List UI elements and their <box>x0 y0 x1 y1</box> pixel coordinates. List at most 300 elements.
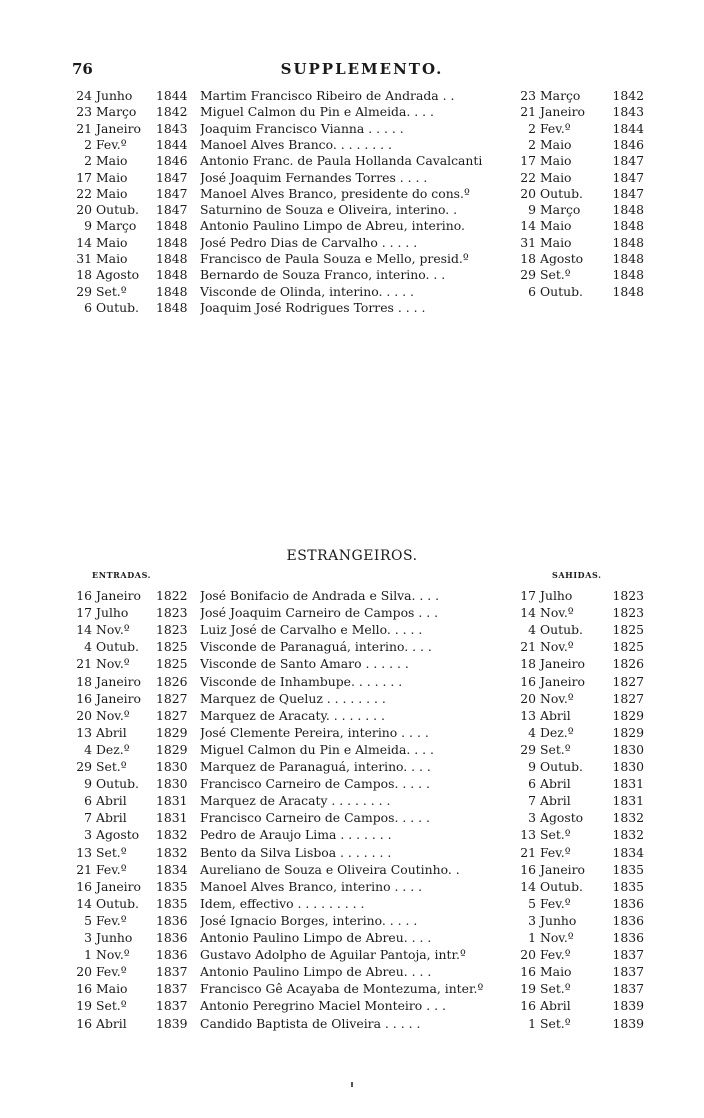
exit-day: 16 <box>520 861 536 877</box>
exit-month: Abril <box>540 776 571 792</box>
page-title: SUPPLEMENTO. <box>280 60 444 78</box>
table-row <box>74 879 654 895</box>
entry-month: Fev.º <box>96 912 127 928</box>
minister-name: Gustavo Adolpho de Aguilar Pantoja, intr.º <box>200 947 466 963</box>
exit-day: 14 <box>520 218 536 234</box>
exit-year: 1842 <box>612 88 644 103</box>
entry-month: Nov.º <box>96 707 130 723</box>
minister-name: Visconde de Paranaguá, interino. . . . <box>200 639 432 655</box>
table-row <box>74 137 654 153</box>
minister-name: Antonio Paulino Limpo de Abreu. . . . <box>200 964 432 980</box>
entry-month: Abril <box>96 810 127 826</box>
exit-day: 21 <box>520 104 536 120</box>
entry-year: 1836 <box>156 912 188 928</box>
entradas-label: ENTRADAS. <box>92 570 152 580</box>
entry-year: 1848 <box>156 251 188 266</box>
exit-day: 5 <box>528 895 536 911</box>
table-row <box>74 170 654 186</box>
exit-day: 3 <box>528 912 536 928</box>
table-row <box>74 186 654 202</box>
entry-day: 13 <box>76 724 92 740</box>
table-row <box>74 930 654 946</box>
exit-month: Janeiro <box>540 104 586 120</box>
table-row <box>74 251 654 267</box>
entry-month: Março <box>96 104 137 120</box>
entry-year: 1826 <box>156 673 188 689</box>
exit-year: 1829 <box>612 724 644 740</box>
exit-year: 1835 <box>612 878 644 894</box>
table-row <box>74 896 654 912</box>
entry-month: Junho <box>96 930 133 945</box>
page-header <box>72 60 652 80</box>
minister-name: Antonio Paulino Limpo de Abreu, interino. <box>200 218 465 234</box>
exit-year: 1830 <box>612 741 644 757</box>
entry-day: 2 <box>84 153 92 169</box>
minister-name: Aureliano de Souza e Oliveira Coutinho. . <box>200 861 460 877</box>
exit-month: Maio <box>540 964 572 980</box>
exit-year: 1837 <box>612 981 644 997</box>
minister-name: José Clemente Pereira, interino . . . . <box>200 724 429 740</box>
exit-day: 23 <box>520 88 536 103</box>
exit-month: Outub. <box>540 185 583 201</box>
table-row <box>74 845 654 861</box>
entry-month: Maio <box>96 981 128 997</box>
entry-day: 14 <box>76 234 92 250</box>
entry-month: Set.º <box>96 283 127 299</box>
entry-day: 23 <box>76 104 92 120</box>
entry-month: Janeiro <box>96 120 142 136</box>
exit-day: 9 <box>528 759 536 774</box>
entry-day: 14 <box>76 622 92 638</box>
entry-year: 1829 <box>156 724 188 740</box>
exit-day: 6 <box>528 283 536 299</box>
exit-month: Nov.º <box>540 605 574 621</box>
exit-year: 1825 <box>612 622 644 638</box>
minister-name: José Joaquim Fernandes Torres . . . . <box>200 169 428 185</box>
exit-day: 17 <box>520 153 536 169</box>
minister-name: Luiz José de Carvalho e Mello. . . . . <box>200 622 423 638</box>
exit-month: Nov.º <box>540 639 574 655</box>
entry-month: Julho <box>96 605 129 621</box>
entry-day: 14 <box>76 895 92 911</box>
table-row <box>74 691 654 707</box>
exit-month: Janeiro <box>540 673 586 689</box>
exit-year: 1844 <box>612 120 644 136</box>
entry-month: Janeiro <box>96 878 142 894</box>
table-row <box>74 981 654 997</box>
entry-year: 1832 <box>156 827 188 843</box>
minister-name: Visconde de Olinda, interino. . . . . <box>200 283 414 299</box>
entry-year: 1835 <box>156 878 188 894</box>
minister-name: Francisco Gê Acayaba de Montezuma, inter.º <box>200 981 484 997</box>
entry-year: 1847 <box>156 185 188 201</box>
exit-year: 1831 <box>612 776 644 792</box>
minister-name: José Ignacio Borges, interino. . . . . <box>200 912 418 928</box>
exit-month: Nov.º <box>540 930 574 945</box>
entry-year: 1825 <box>156 639 188 655</box>
entry-year: 1848 <box>156 218 188 234</box>
exit-year: 1847 <box>612 185 644 201</box>
entry-month: Set.º <box>96 844 127 860</box>
entry-year: 1837 <box>156 964 188 980</box>
entry-month: Outub. <box>96 202 139 218</box>
exit-year: 1827 <box>612 673 644 689</box>
table-row <box>74 267 654 283</box>
table-row <box>74 776 654 792</box>
exit-month: Julho <box>540 588 573 603</box>
table-row <box>74 964 654 980</box>
exit-day: 16 <box>520 673 536 689</box>
saidas-label: SAHIDAS. <box>552 570 602 580</box>
entry-day: 16 <box>76 690 92 706</box>
minister-name: Manoel Alves Branco, presidente do cons.º <box>200 185 470 201</box>
exit-year: 1848 <box>612 234 644 250</box>
entry-year: 1832 <box>156 844 188 860</box>
exit-year: 1834 <box>612 844 644 860</box>
exit-year: 1839 <box>612 998 644 1014</box>
exit-month: Abril <box>540 707 571 723</box>
exit-day: 18 <box>520 656 536 672</box>
entry-day: 20 <box>76 707 92 723</box>
exit-month: Set.º <box>540 981 571 997</box>
exit-month: Maio <box>540 153 572 169</box>
minister-name: José Bonifacio de Andrada e Silva. . . . <box>200 588 440 603</box>
entry-year: 1843 <box>156 120 188 136</box>
exit-day: 20 <box>520 947 536 963</box>
exit-year: 1831 <box>612 793 644 809</box>
entry-year: 1839 <box>156 1015 188 1031</box>
minister-name: José Pedro Dias de Carvalho . . . . . <box>200 234 418 250</box>
entry-day: 29 <box>76 759 92 774</box>
entry-day: 18 <box>76 673 92 689</box>
entry-day: 2 <box>84 136 92 152</box>
entry-year: 1836 <box>156 947 188 963</box>
exit-year: 1832 <box>612 827 644 843</box>
entry-month: Janeiro <box>96 673 142 689</box>
entry-year: 1827 <box>156 690 188 706</box>
exit-day: 14 <box>520 605 536 621</box>
exit-year: 1839 <box>612 1015 644 1031</box>
exit-day: 4 <box>528 724 536 740</box>
exit-month: Março <box>540 202 581 218</box>
exit-day: 2 <box>528 120 536 136</box>
table-row <box>74 284 654 300</box>
exit-day: 29 <box>520 741 536 757</box>
exit-year: 1832 <box>612 810 644 826</box>
entry-month: Outub. <box>96 639 139 655</box>
exit-year: 1823 <box>612 588 644 603</box>
exit-year: 1826 <box>612 656 644 672</box>
exit-month: Outub. <box>540 622 583 638</box>
exit-month: Março <box>540 88 581 103</box>
entry-day: 16 <box>76 878 92 894</box>
exit-year: 1848 <box>612 267 644 283</box>
entry-day: 5 <box>84 912 92 928</box>
entry-day: 16 <box>76 1015 92 1031</box>
minister-name: Antonio Paulino Limpo de Abreu. . . . <box>200 930 432 945</box>
entry-day: 21 <box>76 120 92 136</box>
exit-year: 1837 <box>612 964 644 980</box>
entry-year: 1827 <box>156 707 188 723</box>
minister-name: Martim Francisco Ribeiro de Andrada . . <box>200 88 455 103</box>
exit-year: 1835 <box>612 861 644 877</box>
entry-month: Junho <box>96 88 133 103</box>
table-row <box>74 708 654 724</box>
entry-day: 4 <box>84 639 92 655</box>
entry-day: 24 <box>76 88 92 103</box>
exit-month: Maio <box>540 218 572 234</box>
exit-day: 2 <box>528 136 536 152</box>
entry-month: Outub. <box>96 895 139 911</box>
entry-month: Abril <box>96 793 127 809</box>
table-row <box>74 998 654 1014</box>
exit-day: 21 <box>520 639 536 655</box>
minister-name: Francisco de Paula Souza e Mello, presid.º <box>200 251 469 266</box>
minister-name: Bernardo de Souza Franco, interino. . . <box>200 267 446 283</box>
table-row <box>74 793 654 809</box>
entry-year: 1837 <box>156 998 188 1014</box>
exit-day: 19 <box>520 981 536 997</box>
exit-year: 1836 <box>612 930 644 945</box>
entry-day: 4 <box>84 741 92 757</box>
entry-year: 1823 <box>156 605 188 621</box>
exit-day: 16 <box>520 964 536 980</box>
exit-month: Abril <box>540 998 571 1014</box>
minister-name: Candido Baptista de Oliveira . . . . . <box>200 1015 421 1031</box>
entry-day: 21 <box>76 656 92 672</box>
entry-year: 1848 <box>156 283 188 299</box>
exit-month: Maio <box>540 136 572 152</box>
exit-month: Maio <box>540 234 572 250</box>
exit-year: 1825 <box>612 639 644 655</box>
table-row <box>74 827 654 843</box>
minister-name: José Joaquim Carneiro de Campos . . . <box>200 605 439 621</box>
minister-name: Manoel Alves Branco. . . . . . . . <box>200 136 392 152</box>
exit-month: Set.º <box>540 741 571 757</box>
exit-year: 1823 <box>612 605 644 621</box>
table-row <box>74 674 654 690</box>
entry-day: 16 <box>76 981 92 997</box>
exit-year: 1830 <box>612 759 644 774</box>
exit-month: Agosto <box>540 810 584 826</box>
exit-day: 20 <box>520 690 536 706</box>
table-row <box>74 88 654 104</box>
table-row <box>74 742 654 758</box>
exit-month: Janeiro <box>540 656 586 672</box>
minister-name: Pedro de Araujo Lima . . . . . . . <box>200 827 392 843</box>
table-row <box>74 759 654 775</box>
table-row <box>74 218 654 234</box>
entry-day: 21 <box>76 861 92 877</box>
entry-month: Abril <box>96 1015 127 1031</box>
entry-day: 9 <box>84 776 92 792</box>
entry-month: Março <box>96 218 137 234</box>
minister-name: Miguel Calmon du Pin e Almeida. . . . <box>200 741 434 757</box>
entry-year: 1830 <box>156 776 188 792</box>
exit-day: 13 <box>520 827 536 843</box>
exit-day: 22 <box>520 169 536 185</box>
entry-year: 1836 <box>156 930 188 945</box>
entry-month: Set.º <box>96 998 127 1014</box>
exit-month: Set.º <box>540 1015 571 1031</box>
exit-day: 31 <box>520 234 536 250</box>
exit-month: Fev.º <box>540 844 571 860</box>
exit-day: 20 <box>520 185 536 201</box>
entry-year: 1831 <box>156 810 188 826</box>
table-row <box>74 202 654 218</box>
exit-year: 1847 <box>612 169 644 185</box>
entry-day: 1 <box>84 947 92 963</box>
entry-year: 1847 <box>156 202 188 218</box>
exit-month: Janeiro <box>540 861 586 877</box>
exit-year: 1836 <box>612 912 644 928</box>
exit-month: Outub. <box>540 759 583 774</box>
entry-year: 1822 <box>156 588 188 603</box>
entry-year: 1834 <box>156 861 188 877</box>
table-row <box>74 300 654 316</box>
table-row <box>74 1016 654 1032</box>
entry-month: Nov.º <box>96 656 130 672</box>
entry-month: Maio <box>96 169 128 185</box>
entry-day: 18 <box>76 267 92 283</box>
entry-month: Maio <box>96 185 128 201</box>
entry-year: 1844 <box>156 88 188 103</box>
exit-month: Nov.º <box>540 690 574 706</box>
exit-year: 1829 <box>612 707 644 723</box>
entry-month: Fev.º <box>96 136 127 152</box>
entry-month: Agosto <box>96 827 140 843</box>
entry-day: 31 <box>76 251 92 266</box>
entry-year: 1830 <box>156 759 188 774</box>
table-row <box>74 121 654 137</box>
exit-month: Junho <box>540 912 577 928</box>
entry-year: 1831 <box>156 793 188 809</box>
entry-month: Agosto <box>96 267 140 283</box>
exit-month: Maio <box>540 169 572 185</box>
page-number: 76 <box>72 60 93 78</box>
table-row <box>74 605 654 621</box>
entry-year: 1829 <box>156 741 188 757</box>
minister-name: Marquez de Queluz . . . . . . . . <box>200 690 386 706</box>
entry-day: 6 <box>84 299 92 315</box>
entry-month: Outub. <box>96 299 139 315</box>
exit-month: Set.º <box>540 267 571 283</box>
exit-month: Outub. <box>540 878 583 894</box>
exit-year: 1848 <box>612 283 644 299</box>
minister-name: Francisco Carneiro de Campos. . . . . <box>200 776 430 792</box>
section-title: ESTRANGEIROS. <box>286 548 418 564</box>
exit-day: 4 <box>528 622 536 638</box>
exit-day: 21 <box>520 844 536 860</box>
exit-year: 1827 <box>612 690 644 706</box>
entry-year: 1837 <box>156 981 188 997</box>
exit-month: Fev.º <box>540 120 571 136</box>
exit-year: 1837 <box>612 947 644 963</box>
exit-day: 17 <box>520 588 536 603</box>
entry-day: 7 <box>84 810 92 826</box>
minister-name: Saturnino de Souza e Oliveira, interino. . <box>200 202 458 218</box>
entry-day: 3 <box>84 930 92 945</box>
entry-day: 13 <box>76 844 92 860</box>
table-row <box>74 810 654 826</box>
entry-day: 17 <box>76 169 92 185</box>
exit-day: 3 <box>528 810 536 826</box>
entry-year: 1848 <box>156 299 188 315</box>
exit-day: 13 <box>520 707 536 723</box>
entry-day: 20 <box>76 964 92 980</box>
exit-year: 1843 <box>612 104 644 120</box>
exit-year: 1836 <box>612 895 644 911</box>
entry-month: Maio <box>96 153 128 169</box>
minister-name: Idem, effectivo . . . . . . . . . <box>200 895 365 911</box>
exit-year: 1848 <box>612 251 644 266</box>
exit-month: Outub. <box>540 283 583 299</box>
table-row <box>74 153 654 169</box>
exit-month: Set.º <box>540 827 571 843</box>
entry-month: Set.º <box>96 759 127 774</box>
exit-year: 1846 <box>612 136 644 152</box>
exit-day: 29 <box>520 267 536 283</box>
entry-month: Outub. <box>96 776 139 792</box>
entry-month: Nov.º <box>96 947 130 963</box>
exit-month: Fev.º <box>540 895 571 911</box>
entry-year: 1825 <box>156 656 188 672</box>
exit-day: 14 <box>520 878 536 894</box>
exit-day: 16 <box>520 998 536 1014</box>
table-row <box>74 947 654 963</box>
entry-day: 17 <box>76 605 92 621</box>
minister-name: Antonio Franc. de Paula Hollanda Cavalcanti <box>200 153 483 169</box>
exit-month: Abril <box>540 793 571 809</box>
entry-month: Janeiro <box>96 690 142 706</box>
minister-name: Joaquim Francisco Vianna . . . . . <box>200 120 404 136</box>
entry-month: Fev.º <box>96 861 127 877</box>
entry-month: Abril <box>96 724 127 740</box>
entry-day: 6 <box>84 793 92 809</box>
entry-year: 1848 <box>156 234 188 250</box>
exit-month: Dez.º <box>540 724 574 740</box>
entry-month: Maio <box>96 251 128 266</box>
entry-day: 29 <box>76 283 92 299</box>
entry-year: 1842 <box>156 104 188 120</box>
entry-month: Nov.º <box>96 622 130 638</box>
table-row <box>74 104 654 120</box>
exit-day: 18 <box>520 251 536 266</box>
minister-name: Antonio Peregrino Maciel Monteiro . . . <box>200 998 446 1014</box>
minister-name: Marquez de Paranaguá, interino. . . . <box>200 759 431 774</box>
entry-year: 1846 <box>156 153 188 169</box>
entry-year: 1835 <box>156 895 188 911</box>
minister-name: Manoel Alves Branco, interino . . . . <box>200 878 423 894</box>
exit-day: 1 <box>528 1015 536 1031</box>
entry-year: 1848 <box>156 267 188 283</box>
table-row <box>74 862 654 878</box>
entry-year: 1847 <box>156 169 188 185</box>
exit-month: Fev.º <box>540 947 571 963</box>
minister-name: Bento da Silva Lisboa . . . . . . . <box>200 844 392 860</box>
exit-month: Agosto <box>540 251 584 266</box>
table-row <box>74 913 654 929</box>
exit-year: 1848 <box>612 202 644 218</box>
exit-day: 6 <box>528 776 536 792</box>
table-row <box>74 622 654 638</box>
table-row <box>74 588 654 604</box>
entry-day: 9 <box>84 218 92 234</box>
exit-year: 1848 <box>612 218 644 234</box>
entry-day: 3 <box>84 827 92 843</box>
entry-year: 1823 <box>156 622 188 638</box>
minister-name: Joaquim José Rodrigues Torres . . . . <box>200 299 426 315</box>
